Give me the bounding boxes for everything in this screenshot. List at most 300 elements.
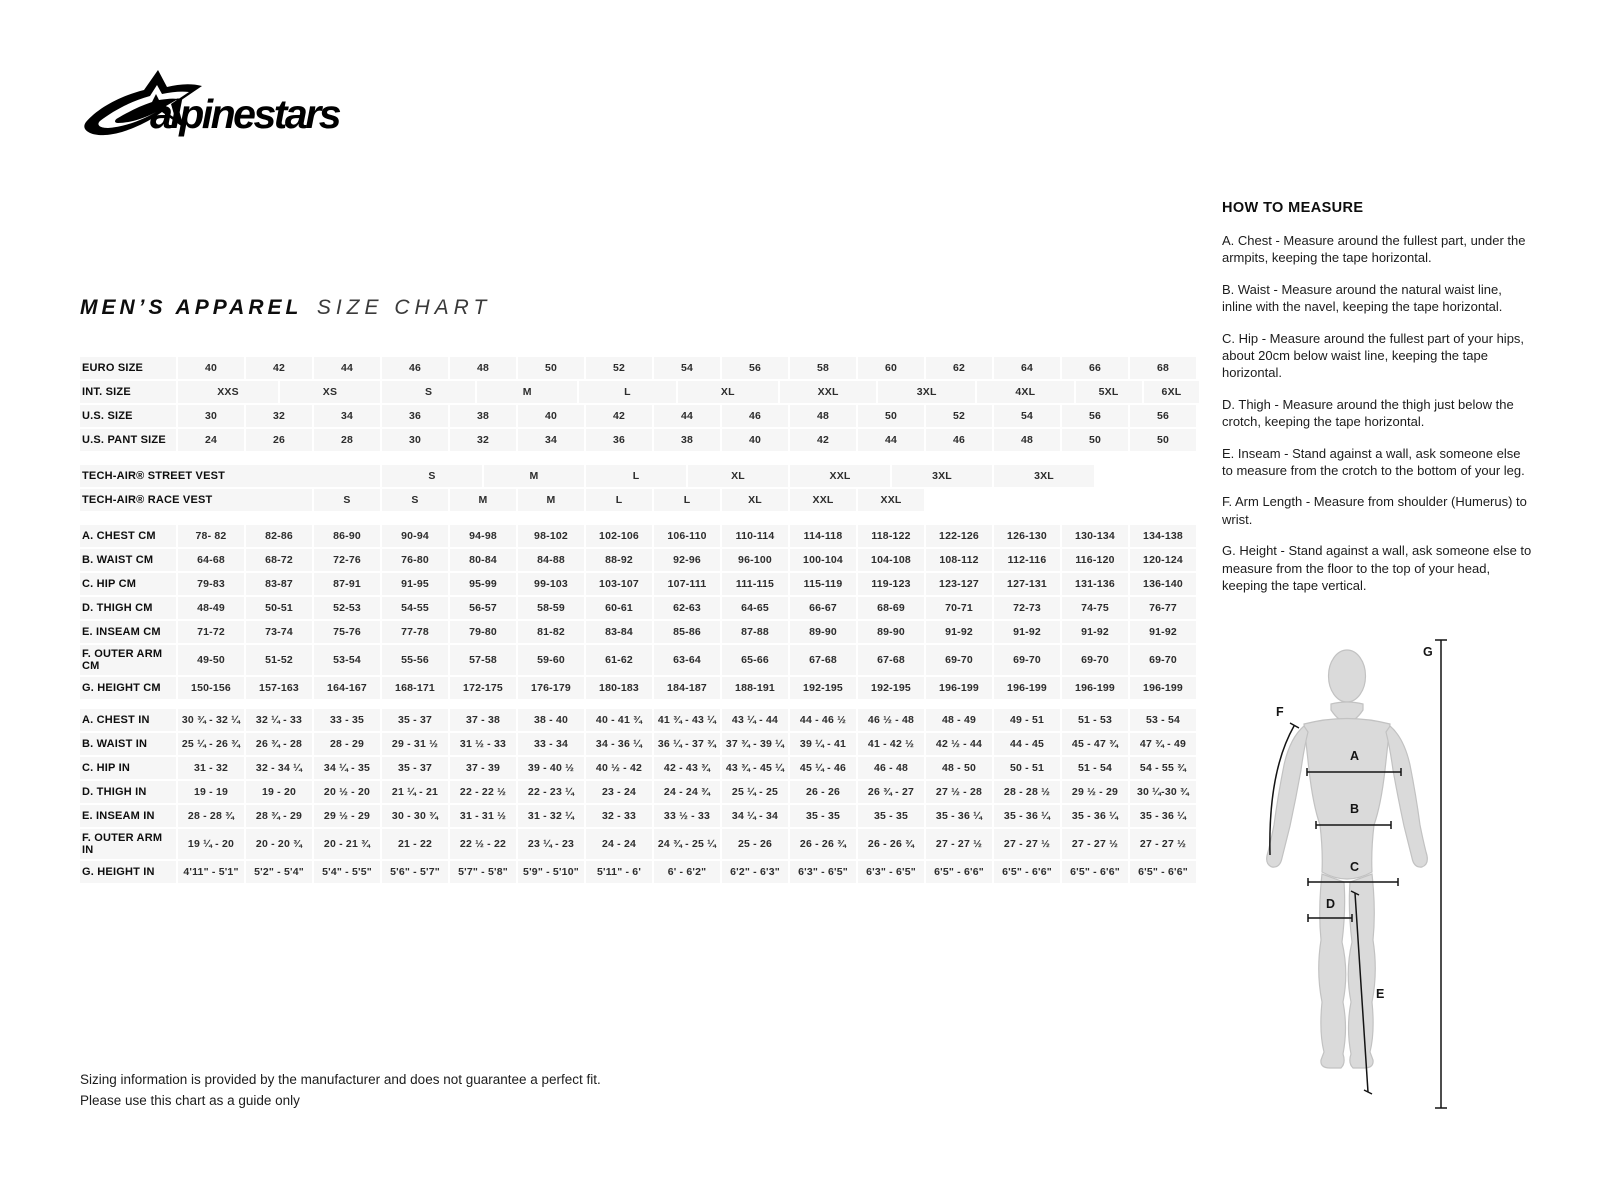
size-cell: 64-65 [722, 597, 788, 619]
row-label: C. HIP CM [80, 573, 176, 595]
size-cell: 29 ½ - 29 [314, 805, 380, 827]
row-label: G. HEIGHT CM [80, 677, 176, 699]
size-cell: 87-91 [314, 573, 380, 595]
size-cell: 192-195 [858, 677, 924, 699]
row-label: A. CHEST IN [80, 709, 176, 731]
size-cell: 23 ¼ - 23 [518, 829, 584, 859]
size-cell: 172-175 [450, 677, 516, 699]
size-cell: 5'7" - 5'8" [450, 861, 516, 883]
size-cell: 40 ½ - 42 [586, 757, 652, 779]
size-cell: 91-92 [1130, 621, 1196, 643]
size-cell: 35 - 37 [382, 709, 448, 731]
label-c: C [1350, 860, 1360, 874]
size-cell: 188-191 [722, 677, 788, 699]
size-cell: 51 - 54 [1062, 757, 1128, 779]
size-cell: 40 [722, 429, 788, 451]
row-label: F. OUTER ARM CM [80, 645, 176, 675]
size-cell: 6'5" - 6'6" [1062, 861, 1128, 883]
alpinestars-logo [78, 66, 368, 150]
size-cell: 53-54 [314, 645, 380, 675]
size-cell: 46 - 48 [858, 757, 924, 779]
size-cell: 29 ½ - 29 [1062, 781, 1128, 803]
size-cell: 76-80 [382, 549, 448, 571]
measure-instruction-b: B. Waist - Measure around the natural waist line, inline with the navel, keeping the tape horizontal. [1222, 281, 1503, 315]
size-cell: 115-119 [790, 573, 856, 595]
table-row-u-s-size [80, 405, 1205, 427]
size-cell: 26 - 26 [790, 781, 856, 803]
row-label: G. HEIGHT IN [80, 861, 176, 883]
size-cell: 56 [1062, 405, 1128, 427]
table-row-b-waist-in [80, 733, 1205, 755]
size-cell: 58 [790, 357, 856, 379]
size-cell: 123-127 [926, 573, 992, 595]
row-label: C. HIP IN [80, 757, 176, 779]
size-cell: 24 [178, 429, 244, 451]
size-cell: 50 [858, 405, 924, 427]
label-g: G [1423, 645, 1433, 659]
size-cell: 84-88 [518, 549, 584, 571]
size-cell: 32 [246, 405, 312, 427]
size-cell: 56-57 [450, 597, 516, 619]
size-cell: 31 ½ - 33 [450, 733, 516, 755]
size-cell: 48 [790, 405, 856, 427]
size-cell: 6' - 6'2" [654, 861, 720, 883]
size-cell: 46 [382, 357, 448, 379]
size-cell: 40 [178, 357, 244, 379]
size-cell: 36 [382, 405, 448, 427]
size-cell: 51 - 53 [1062, 709, 1128, 731]
size-cell: XXS [178, 381, 278, 403]
row-label: U.S. SIZE [80, 405, 176, 427]
size-cell: 37 - 38 [450, 709, 516, 731]
size-cell: 19 - 19 [178, 781, 244, 803]
table-row-c-hip-cm [80, 573, 1205, 595]
size-cell: 50 [1062, 429, 1128, 451]
size-cell: L [579, 381, 676, 403]
body-measurement-diagram [1238, 620, 1453, 1114]
size-cell: 102-106 [586, 525, 652, 547]
size-cell: 54-55 [382, 597, 448, 619]
size-cell: 114-118 [790, 525, 856, 547]
size-cell: 35 - 36 ¼ [1062, 805, 1128, 827]
row-label: TECH-AIR® RACE VEST [80, 489, 312, 511]
size-cell: 75-76 [314, 621, 380, 643]
size-cell: 22 ½ - 22 [450, 829, 516, 859]
size-cell: 119-123 [858, 573, 924, 595]
size-cell: 116-120 [1062, 549, 1128, 571]
size-cell: 27 - 27 ½ [1062, 829, 1128, 859]
size-cell: 41 - 42 ½ [858, 733, 924, 755]
size-cell: 180-183 [586, 677, 652, 699]
size-cell: 107-111 [654, 573, 720, 595]
size-cell: 40 - 41 ¾ [586, 709, 652, 731]
size-cell: 32 ¼ - 33 [246, 709, 312, 731]
size-cell: XXL [790, 489, 856, 511]
size-cell: 24 ¾ - 25 ¼ [654, 829, 720, 859]
size-cell: 52 [586, 357, 652, 379]
size-cell: 25 - 26 [722, 829, 788, 859]
size-cell: 48 - 50 [926, 757, 992, 779]
size-cell: XXL [858, 489, 924, 511]
size-cell: 59-60 [518, 645, 584, 675]
size-cell: 46 [722, 405, 788, 427]
size-cell: 27 - 27 ½ [926, 829, 992, 859]
size-cell: 62 [926, 357, 992, 379]
size-cell: 35 - 36 ¼ [1130, 805, 1196, 827]
size-cell: XL [678, 381, 778, 403]
size-cell: 65-66 [722, 645, 788, 675]
row-label: TECH-AIR® STREET VEST [80, 465, 380, 487]
size-cell: 131-136 [1062, 573, 1128, 595]
table-row-g-height-in [80, 861, 1205, 883]
size-cell: 36 [586, 429, 652, 451]
size-cell: 31 - 32 ¼ [518, 805, 584, 827]
size-cell: 86-90 [314, 525, 380, 547]
size-cell: 5'11" - 6' [586, 861, 652, 883]
size-cell: 112-116 [994, 549, 1060, 571]
size-cell: 5'4" - 5'5" [314, 861, 380, 883]
section-gap [80, 453, 1205, 465]
size-cell: 26 [246, 429, 312, 451]
size-cell: 60-61 [586, 597, 652, 619]
size-cell: 196-199 [926, 677, 992, 699]
size-cell: 48-49 [178, 597, 244, 619]
size-cell: 30 ¾ - 32 ¼ [178, 709, 244, 731]
size-cell: 50 [1130, 429, 1196, 451]
size-cell: 25 ¼ - 25 [722, 781, 788, 803]
size-cell: M [518, 489, 584, 511]
size-cell: 98-102 [518, 525, 584, 547]
size-cell: 64 [994, 357, 1060, 379]
size-cell: 44 - 45 [994, 733, 1060, 755]
size-cell: 5'2" - 5'4" [246, 861, 312, 883]
size-cell: 55-56 [382, 645, 448, 675]
size-cell: 3XL [892, 465, 992, 487]
size-cell: 89-90 [790, 621, 856, 643]
page-title-bold: MEN’S APPAREL [80, 296, 303, 319]
row-label: E. INSEAM IN [80, 805, 176, 827]
size-cell: 23 - 24 [586, 781, 652, 803]
size-cell: 6'3" - 6'5" [858, 861, 924, 883]
row-label: F. OUTER ARM IN [80, 829, 176, 859]
label-f: F [1276, 705, 1284, 719]
table-row-c-hip-in [80, 757, 1205, 779]
size-cell: 176-179 [518, 677, 584, 699]
size-cell: 19 ¼ - 20 [178, 829, 244, 859]
size-cell: 6'5" - 6'6" [994, 861, 1060, 883]
size-cell: 5'6" - 5'7" [382, 861, 448, 883]
size-cell: 73-74 [246, 621, 312, 643]
size-cell: 91-92 [994, 621, 1060, 643]
size-cell: 5XL [1076, 381, 1142, 403]
size-cell: 33 - 35 [314, 709, 380, 731]
size-cell: 32 - 34 ¼ [246, 757, 312, 779]
size-cell: 36 ¼ - 37 ¾ [654, 733, 720, 755]
size-cell: 192-195 [790, 677, 856, 699]
size-cell: 21 - 22 [382, 829, 448, 859]
size-cell: 5'9" - 5'10" [518, 861, 584, 883]
size-cell: 28 - 28 ¾ [178, 805, 244, 827]
size-cell: 72-73 [994, 597, 1060, 619]
size-cell: 26 - 26 ¾ [790, 829, 856, 859]
row-label: D. THIGH IN [80, 781, 176, 803]
size-cell: 94-98 [450, 525, 516, 547]
size-cell: L [586, 465, 686, 487]
size-cell: 127-131 [994, 573, 1060, 595]
size-cell: 28 [314, 429, 380, 451]
height-measure-line [1435, 640, 1447, 1108]
size-cell: 45 - 47 ¾ [1062, 733, 1128, 755]
size-cell: 56 [1130, 405, 1196, 427]
size-cell: 6'5" - 6'6" [926, 861, 992, 883]
size-cell: 69-70 [1062, 645, 1128, 675]
size-cell: 20 - 21 ¾ [314, 829, 380, 859]
size-cell: 6'3" - 6'5" [790, 861, 856, 883]
size-cell: 38 - 40 [518, 709, 584, 731]
row-label: INT. SIZE [80, 381, 176, 403]
size-cell: 38 [654, 429, 720, 451]
size-cell: 28 - 29 [314, 733, 380, 755]
footer-line-1: Sizing information is provided by the manufacturer and does not guarantee a perfect fit. [80, 1072, 601, 1087]
size-cell: 91-92 [1062, 621, 1128, 643]
size-cell: 46 [926, 429, 992, 451]
size-cell: 66-67 [790, 597, 856, 619]
row-label: B. WAIST CM [80, 549, 176, 571]
size-cell: 196-199 [1130, 677, 1196, 699]
size-cell: S [382, 489, 448, 511]
size-cell: 120-124 [1130, 549, 1196, 571]
size-cell: 118-122 [858, 525, 924, 547]
footer-line-2: Please use this chart as a guide only [80, 1092, 300, 1108]
how-to-measure-heading: HOW TO MEASURE [1222, 200, 1364, 216]
size-cell: 42 [586, 405, 652, 427]
size-cell: 69-70 [926, 645, 992, 675]
size-cell: 54 [654, 357, 720, 379]
size-cell: 72-76 [314, 549, 380, 571]
size-cell: 184-187 [654, 677, 720, 699]
size-cell: 30 ¼-30 ¾ [1130, 781, 1196, 803]
size-cell: 35 - 36 ¼ [926, 805, 992, 827]
size-cell: 52 [926, 405, 992, 427]
size-cell: XL [688, 465, 788, 487]
size-cell: 35 - 37 [382, 757, 448, 779]
size-cell: 63-64 [654, 645, 720, 675]
size-cell: 99-103 [518, 573, 584, 595]
row-label: E. INSEAM CM [80, 621, 176, 643]
label-b: B [1350, 802, 1360, 816]
table-row-euro-size [80, 357, 1205, 379]
size-cell: 52-53 [314, 597, 380, 619]
size-cell: 26 - 26 ¾ [858, 829, 924, 859]
size-cell: 42 [790, 429, 856, 451]
size-cell: L [586, 489, 652, 511]
size-cell: 74-75 [1062, 597, 1128, 619]
label-e: E [1376, 987, 1385, 1001]
size-cell: 43 ¼ - 44 [722, 709, 788, 731]
table-row-e-inseam-cm [80, 621, 1205, 643]
size-cell: 3XL [994, 465, 1094, 487]
size-cell: 37 - 39 [450, 757, 516, 779]
table-row-d-thigh-in [80, 781, 1205, 803]
size-cell: 50 [518, 357, 584, 379]
size-cell: 4XL [977, 381, 1074, 403]
size-cell: 77-78 [382, 621, 448, 643]
size-cell: 26 ¾ - 27 [858, 781, 924, 803]
size-cell: 111-115 [722, 573, 788, 595]
size-cell: 70-71 [926, 597, 992, 619]
size-cell: 68-72 [246, 549, 312, 571]
size-cell: 79-83 [178, 573, 244, 595]
size-cell: 26 ¾ - 28 [246, 733, 312, 755]
size-cell: 67-68 [858, 645, 924, 675]
size-cell: 83-84 [586, 621, 652, 643]
size-cell: 62-63 [654, 597, 720, 619]
size-cell: 80-84 [450, 549, 516, 571]
size-cell: 19 - 20 [246, 781, 312, 803]
size-cell: 88-92 [586, 549, 652, 571]
size-cell: 130-134 [1062, 525, 1128, 547]
size-cell: 90-94 [382, 525, 448, 547]
size-cell: 104-108 [858, 549, 924, 571]
size-cell: 54 - 55 ¾ [1130, 757, 1196, 779]
table-row-f-outer-arm-in [80, 829, 1205, 859]
table-row-int-size [80, 381, 1205, 403]
size-cell: XL [722, 489, 788, 511]
size-cell: 69-70 [994, 645, 1060, 675]
label-a: A [1350, 749, 1360, 763]
size-cell: 100-104 [790, 549, 856, 571]
size-cell: S [314, 489, 380, 511]
size-cell: 92-96 [654, 549, 720, 571]
size-cell: 48 [450, 357, 516, 379]
size-cell: 31 - 32 [178, 757, 244, 779]
size-cell: 136-140 [1130, 573, 1196, 595]
size-cell: 34 ¼ - 34 [722, 805, 788, 827]
size-cell: M [484, 465, 584, 487]
size-cell: 20 ½ - 20 [314, 781, 380, 803]
size-cell: 39 ¼ - 41 [790, 733, 856, 755]
size-cell: 58-59 [518, 597, 584, 619]
size-cell: 41 ¾ - 43 ¼ [654, 709, 720, 731]
size-cell: 168-171 [382, 677, 448, 699]
size-cell: 37 ¾ - 39 ¼ [722, 733, 788, 755]
measure-instruction-g: G. Height - Stand against a wall, ask someone else to measure from the floor to the top of your head, keeping the tape vertical. [1222, 543, 1532, 594]
size-cell: 78- 82 [178, 525, 244, 547]
size-cell: 25 ¼ - 26 ¾ [178, 733, 244, 755]
size-cell: 150-156 [178, 677, 244, 699]
size-cell: 106-110 [654, 525, 720, 547]
size-cell: 6'2" - 6'3" [722, 861, 788, 883]
row-label: A. CHEST CM [80, 525, 176, 547]
size-cell: 51-52 [246, 645, 312, 675]
page-title-light: SIZE CHART [316, 296, 492, 319]
size-cell: 30 - 30 ¾ [382, 805, 448, 827]
size-cell: 38 [450, 405, 516, 427]
size-cell: 87-88 [722, 621, 788, 643]
size-cell: 157-163 [246, 677, 312, 699]
size-cell: 61-62 [586, 645, 652, 675]
size-cell: 28 ¾ - 29 [246, 805, 312, 827]
size-cell: 68 [1130, 357, 1196, 379]
size-cell: 3XL [878, 381, 975, 403]
size-cell: 69-70 [1130, 645, 1196, 675]
table-row-a-chest-in [80, 709, 1205, 731]
size-cell: 95-99 [450, 573, 516, 595]
table-row-u-s-pant-size [80, 429, 1205, 451]
size-cell: 29 - 31 ½ [382, 733, 448, 755]
size-cell: 31 - 31 ½ [450, 805, 516, 827]
row-label: U.S. PANT SIZE [80, 429, 176, 451]
size-cell: 46 ½ - 48 [858, 709, 924, 731]
size-cell: 60 [858, 357, 924, 379]
row-label: EURO SIZE [80, 357, 176, 379]
size-cell: 32 [450, 429, 516, 451]
size-cell: 34 ¼ - 35 [314, 757, 380, 779]
size-cell: 43 ¾ - 45 ¼ [722, 757, 788, 779]
size-cell: XXL [780, 381, 877, 403]
size-cell: 42 [246, 357, 312, 379]
size-cell: 32 - 33 [586, 805, 652, 827]
table-row-d-thigh-cm [80, 597, 1205, 619]
size-cell: 66 [1062, 357, 1128, 379]
size-cell: 96-100 [722, 549, 788, 571]
size-cell: 53 - 54 [1130, 709, 1196, 731]
size-cell: 81-82 [518, 621, 584, 643]
size-cell: 49-50 [178, 645, 244, 675]
size-cell: 76-77 [1130, 597, 1196, 619]
size-cell: 71-72 [178, 621, 244, 643]
size-cell: 108-112 [926, 549, 992, 571]
size-cell: 28 - 28 ½ [994, 781, 1060, 803]
size-cell: 83-87 [246, 573, 312, 595]
size-cell: 64-68 [178, 549, 244, 571]
size-cell: 22 - 22 ½ [450, 781, 516, 803]
size-cell: 91-92 [926, 621, 992, 643]
size-cell: 21 ¼ - 21 [382, 781, 448, 803]
size-cell: 103-107 [586, 573, 652, 595]
size-cell: 44 [654, 405, 720, 427]
size-cell: 48 - 49 [926, 709, 992, 731]
size-cell: 122-126 [926, 525, 992, 547]
size-cell: 47 ¾ - 49 [1130, 733, 1196, 755]
table-row-b-waist-cm [80, 549, 1205, 571]
size-cell: XS [280, 381, 380, 403]
size-cell: 27 - 27 ½ [994, 829, 1060, 859]
size-cell: 45 ¼ - 46 [790, 757, 856, 779]
size-cell: 40 [518, 405, 584, 427]
measure-instruction-a: A. Chest - Measure around the fullest part, under the armpits, keeping the tape horizontal. [1222, 233, 1526, 266]
size-cell: 4'11" - 5'1" [178, 861, 244, 883]
size-cell: 33 - 34 [518, 733, 584, 755]
body-figure [1267, 650, 1428, 1068]
size-cell: S [382, 381, 475, 403]
size-cell: 50 - 51 [994, 757, 1060, 779]
size-cell: 196-199 [994, 677, 1060, 699]
measure-instruction-e: E. Inseam - Stand against a wall, ask someone else to measure from the crotch to the bottom of your leg. [1222, 445, 1525, 479]
size-cell: L [654, 489, 720, 511]
size-cell: 30 [382, 429, 448, 451]
size-cell: 24 - 24 ¾ [654, 781, 720, 803]
size-table [80, 357, 1205, 885]
size-cell: 6XL [1144, 381, 1200, 403]
table-row-a-chest-cm [80, 525, 1205, 547]
size-cell: 57-58 [450, 645, 516, 675]
size-cell: 54 [994, 405, 1060, 427]
table-row-g-height-cm [80, 677, 1205, 699]
table-row-e-inseam-in [80, 805, 1205, 827]
footer-disclaimer [80, 1070, 601, 1112]
size-cell: 34 - 36 ¼ [586, 733, 652, 755]
